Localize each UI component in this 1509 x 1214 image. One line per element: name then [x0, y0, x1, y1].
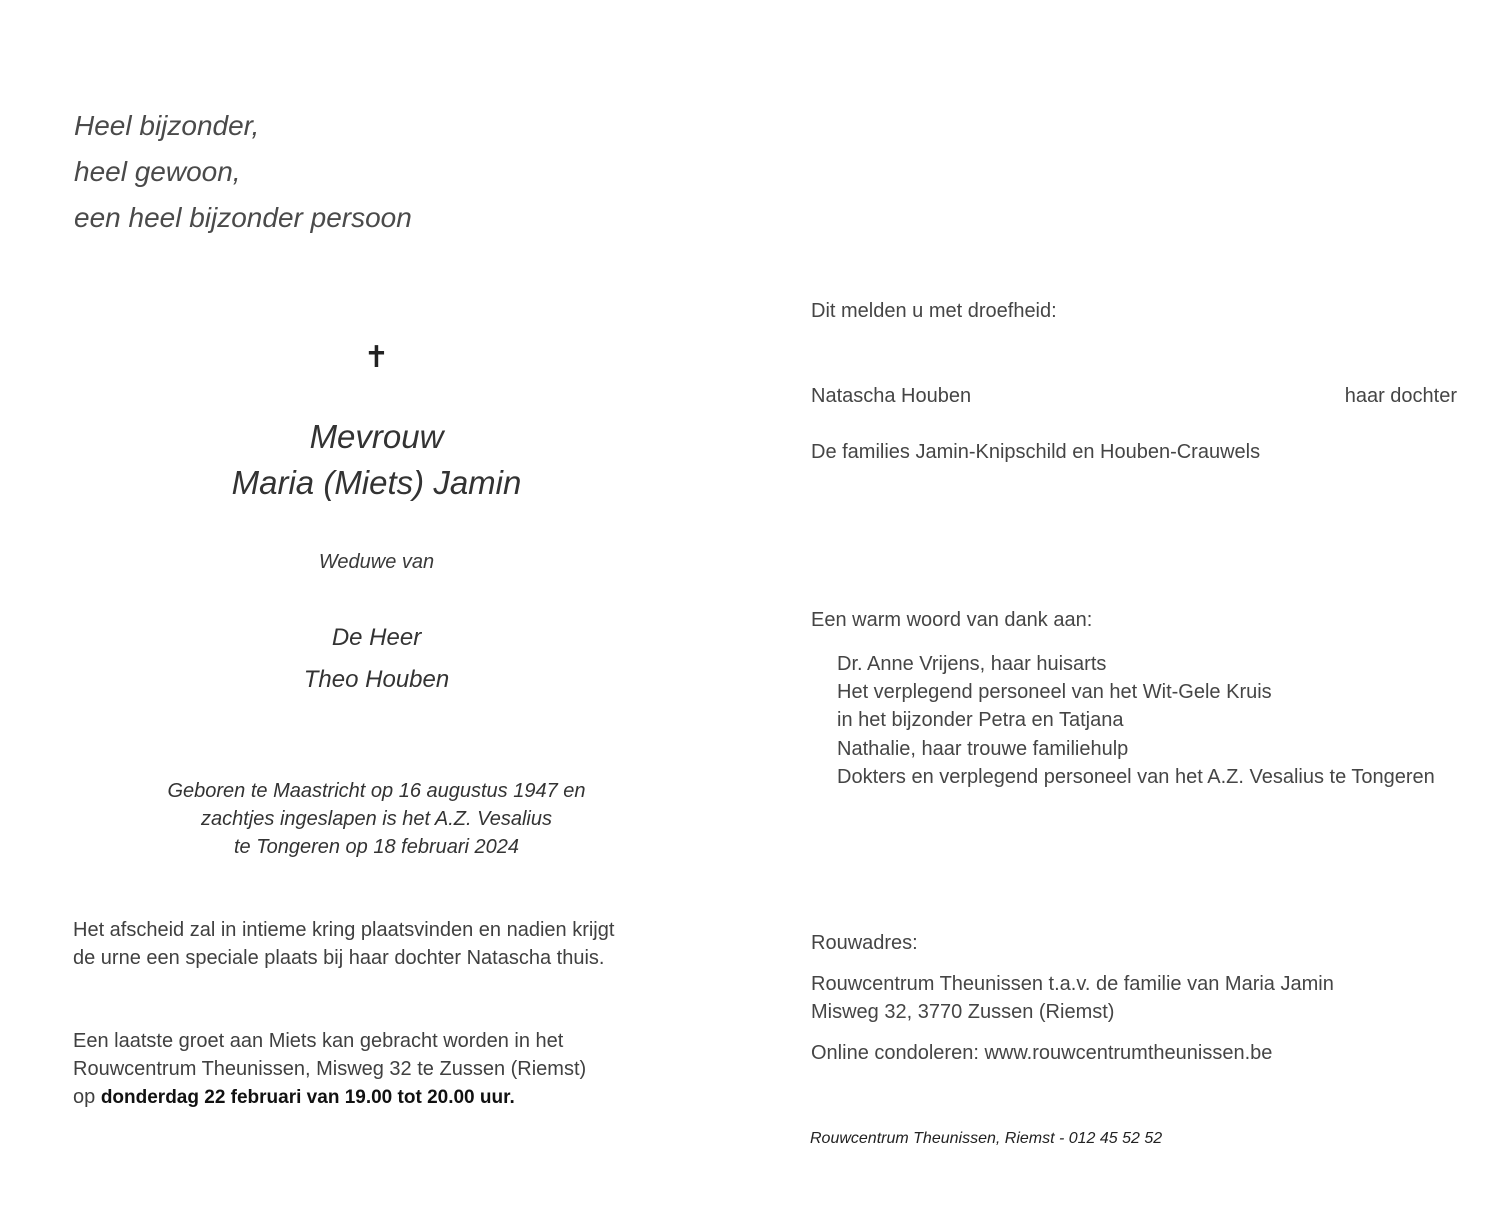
spouse-name: Theo Houben — [303, 666, 450, 693]
mourning-address-line-2: Misweg 32, 3770 Zussen (Riemst) — [811, 1001, 1115, 1023]
last-greeting-line-3 — [73, 1083, 515, 1112]
last-greeting-line-2: Rouwcentrum Theunissen, Misweg 32 te Zussen (Riemst) — [73, 1058, 587, 1080]
deceased-title: Mevrouw — [309, 418, 444, 455]
thanks-item: Het verplegend personeel van het Wit-Gele Kruis — [837, 681, 1272, 703]
thanks-intro: Een warm woord van dank aan: — [811, 609, 1093, 631]
birth-death-line-1: Geboren te Maastricht op 16 augustus 1947 en — [167, 780, 586, 802]
cross-icon: ✝ — [363, 341, 390, 374]
mourning-address-line-1: Rouwcentrum Theunissen t.a.v. de familie van Maria Jamin — [811, 973, 1334, 995]
online-condolences: Online condoleren: www.rouwcentrumtheunissen.be — [811, 1042, 1273, 1064]
farewell-line-1: Het afscheid zal in intieme kring plaatsvinden en nadien krijgt — [73, 919, 615, 941]
birth-death-line-2: zachtjes ingeslapen is het A.Z. Vesalius — [201, 808, 552, 830]
last-greeting-prefix: op — [73, 1086, 101, 1108]
deceased-name: Maria (Miets) Jamin — [231, 464, 522, 501]
thanks-item: Dokters en verplegend personeel van het A.Z. Vesalius te Tongeren — [837, 766, 1435, 788]
funeral-home-footer: Rouwcentrum Theunissen, Riemst - 012 45 52 52 — [810, 1130, 1163, 1147]
widow-of-label: Weduwe van — [318, 551, 435, 573]
mourning-address-label: Rouwadres: — [811, 932, 918, 954]
poem-line-1: Heel bijzonder, — [74, 110, 260, 141]
announcement-intro: Dit melden u met droefheid: — [811, 300, 1057, 322]
spouse-title: De Heer — [331, 624, 422, 651]
relative-name: Natascha Houben — [811, 385, 972, 407]
visitation-time: donderdag 22 februari van 19.00 tot 20.00 uur. — [100, 1087, 515, 1108]
thanks-item: Dr. Anne Vrijens, haar huisarts — [837, 653, 1107, 675]
poem-line-2: heel gewoon, — [74, 156, 241, 187]
thanks-item: in het bijzonder Petra en Tatjana — [837, 709, 1124, 731]
farewell-line-2: de urne een speciale plaats bij haar dochter Natascha thuis. — [73, 947, 605, 969]
thanks-item: Nathalie, haar trouwe familiehulp — [837, 738, 1129, 760]
poem-line-3: een heel bijzonder persoon — [74, 202, 412, 233]
last-greeting-line-1: Een laatste groet aan Miets kan gebracht worden in het — [73, 1030, 564, 1052]
birth-death-line-3: te Tongeren op 18 februari 2024 — [233, 836, 520, 858]
relative-relation: haar dochter — [1344, 385, 1457, 407]
families: De families Jamin-Knipschild en Houben-Crauwels — [811, 441, 1261, 463]
